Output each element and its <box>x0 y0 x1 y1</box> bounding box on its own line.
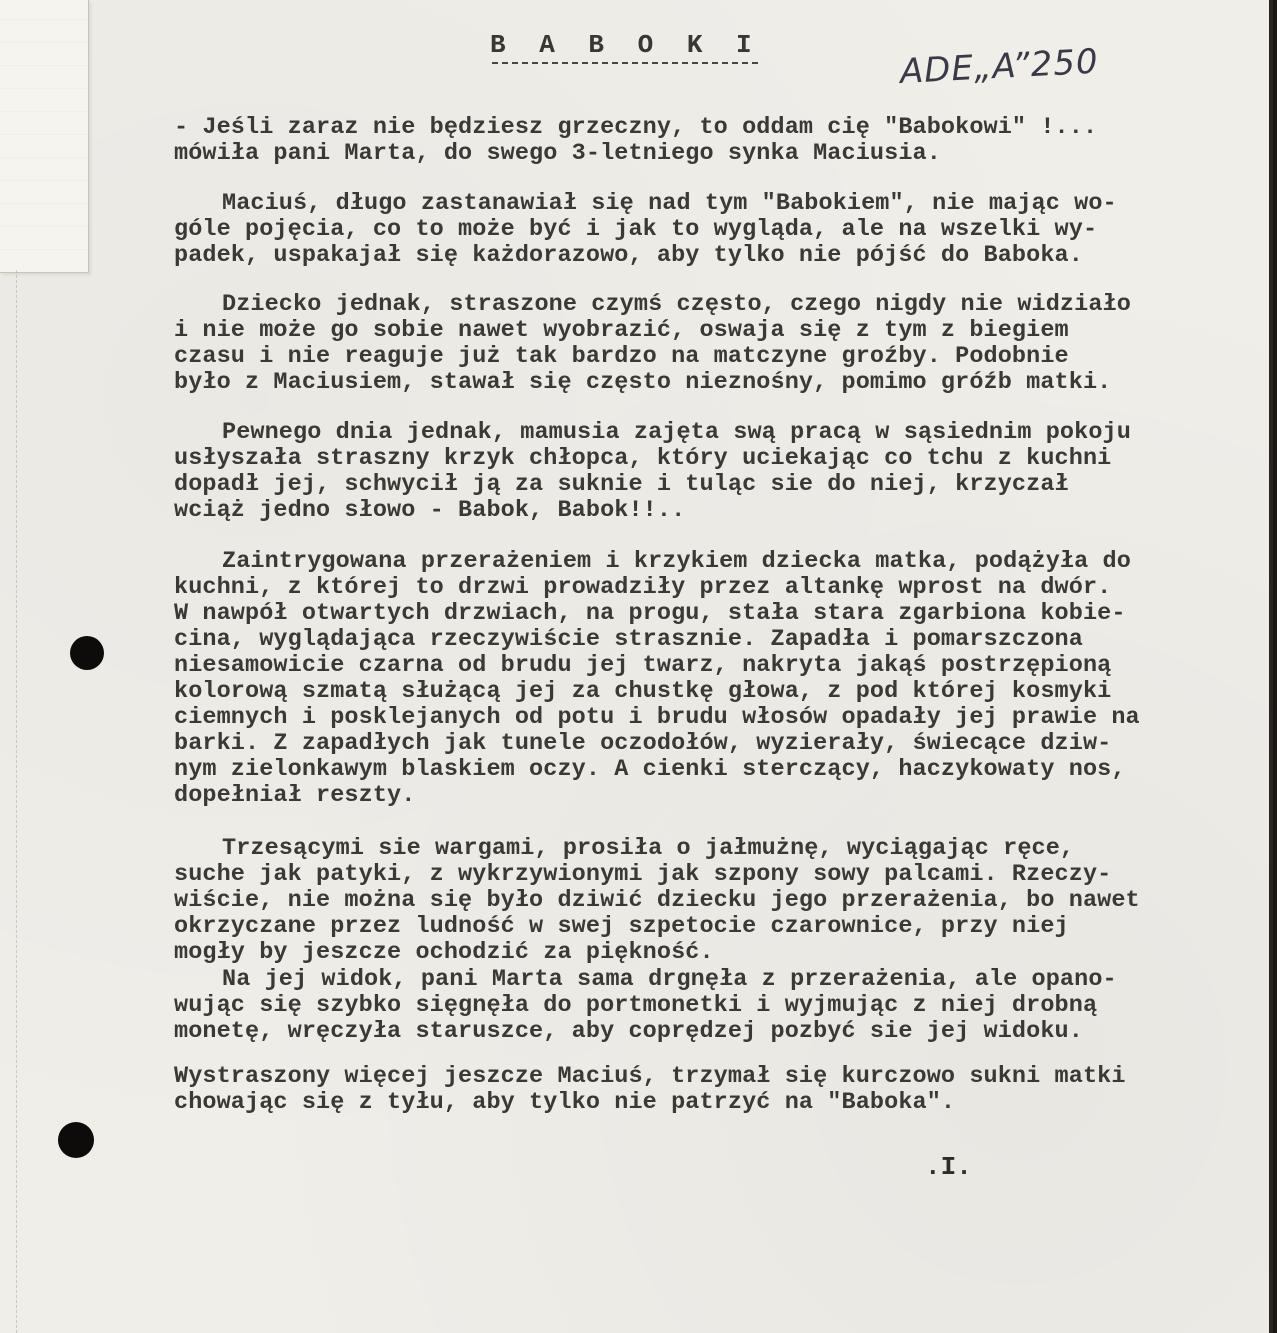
text-line: chowając się z tyłu, aby tylko nie patrzyć na "Baboka". <box>174 1089 956 1116</box>
text-line: było z Maciusiem, stawał się często nieznośny, pomimo gróźb matki. <box>174 369 1112 396</box>
text-line: Zaintrygowana przerażeniem i krzykiem dziecka matka, podążyła do <box>222 548 1131 575</box>
text-line: kuchni, z której to drzwi prowadziły przez altankę wprost na dwór. <box>174 574 1112 601</box>
text-line: W nawpół otwartych drzwiach, na progu, stała stara zgarbiona kobie- <box>174 600 1126 627</box>
text-line: wiście, nie można się było dziwić dziecku jego przerażenia, bo nawet <box>174 887 1140 914</box>
text-line: Na jej widok, pani Marta sama drgnęła z przerażenia, ale opano- <box>222 966 1117 993</box>
text-line: ciemnych i posklejanych od potu i brudu włosów opadały jej prawie na <box>174 704 1140 731</box>
text-line: dopadł jej, schwycił ją za suknie i tuląc sie do niej, krzyczał <box>174 471 1069 498</box>
text-line: usłyszała straszny krzyk chłopca, który uciekając co tchu z kuchni <box>174 445 1112 472</box>
text-line: Trzesącymi sie wargami, prosiła o jałmużnę, wyciągając ręce, <box>222 835 1075 862</box>
text-line: Maciuś, długo zastanawiał się nad tym "Babokiem", nie mając wo- <box>222 190 1117 217</box>
text-line: czasu i nie reaguje już tak bardzo na matczyne groźby. Podobnie <box>174 343 1069 370</box>
text-line: suche jak patyki, z wykrzywionymi jak szpony sowy palcami. Rzeczy- <box>174 861 1112 888</box>
title-underline <box>492 62 758 64</box>
text-line: mówiła pani Marta, do swego 3-letniego synka Maciusia. <box>174 140 941 167</box>
text-line: barki. Z zapadłych jak tunele oczodołów, wyzierały, świecące dziw- <box>174 730 1112 757</box>
text-line: wciąż jedno słowo - Babok, Babok!!.. <box>174 497 686 524</box>
text-line: monetę, wręczyła staruszce, aby coprędzej pozbyć sie jej widoku. <box>174 1018 1083 1045</box>
text-line: padek, uspakajał się każdorazowo, aby tylko nie pójść do Baboka. <box>174 242 1083 269</box>
document-title: B A B O K I <box>490 30 761 60</box>
page-edge <box>1269 0 1273 1333</box>
page-fold-line <box>16 270 17 1333</box>
text-line: - Jeśli zaraz nie będziesz grzeczny, to oddam cię "Babokowi" !... <box>174 114 1098 141</box>
text-line: wując się szybko sięgnęła do portmonetki i wyjmując z niej drobną <box>174 992 1098 1019</box>
text-line: okrzyczane przez ludność w swej szpetocie czarownice, przy niej <box>174 913 1069 940</box>
punch-hole <box>70 636 104 670</box>
text-line: Pewnego dnia jednak, mamusia zajęta swą pracą w sąsiednim pokoju <box>222 419 1131 446</box>
end-mark: .I. <box>925 1152 972 1182</box>
paper-tape-strip <box>0 0 89 273</box>
text-line: nym zielonkawym blaskiem oczy. A cienki sterczący, haczykowaty nos, <box>174 756 1126 783</box>
punch-hole <box>58 1122 94 1158</box>
text-line: kolorową szmatą służącą jej za chustkę głowa, z pod której kosmyki <box>174 678 1112 705</box>
text-line: niesamowicie czarna od brudu jej twarz, nakryta jakąś postrzępioną <box>174 652 1112 679</box>
text-line: i nie może go sobie nawet wyobrazić, oswaja się z tym z biegiem <box>174 317 1069 344</box>
text-line: dopełniał reszty. <box>174 782 416 809</box>
text-line: cina, wyglądająca rzeczywiście strasznie. Zapadła i pomarszczona <box>174 626 1083 653</box>
text-line: góle pojęcia, co to może być i jak to wygląda, ale na wszelki wy- <box>174 216 1098 243</box>
text-line: Dziecko jednak, straszone czymś często, czego nigdy nie widziało <box>222 291 1131 318</box>
archive-mark: ADE„A”250 <box>898 41 1100 92</box>
text-line: Wystraszony więcej jeszcze Maciuś, trzymał się kurczowo sukni matki <box>174 1063 1126 1090</box>
text-line: mogły by jeszcze ochodzić za piękność. <box>174 939 714 966</box>
